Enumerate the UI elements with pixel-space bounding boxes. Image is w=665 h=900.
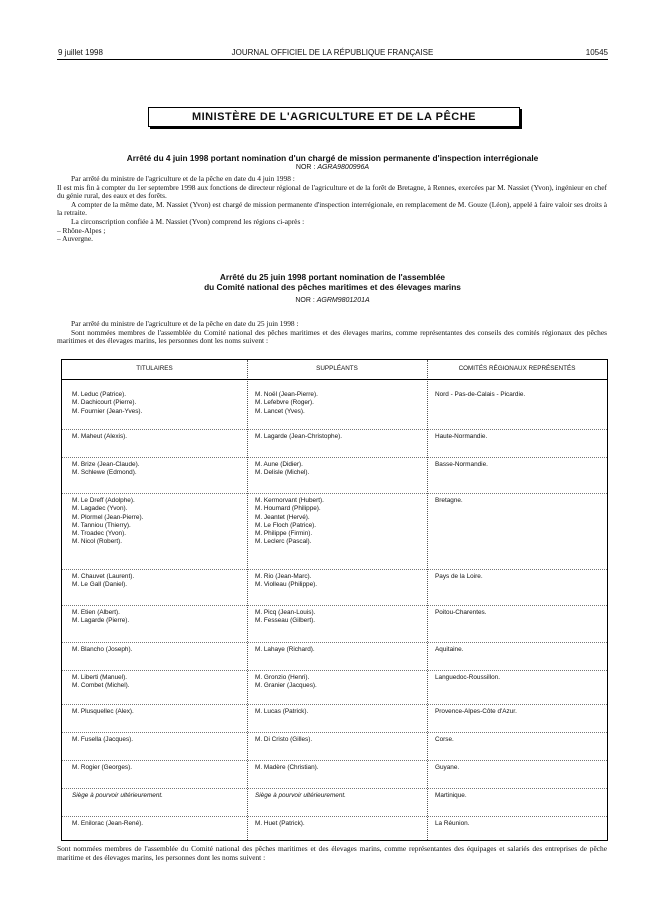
suppleant-name: M. Leclerc (Pascal).: [255, 538, 312, 546]
suppleant-name: M. Houmard (Philippe).: [255, 505, 321, 513]
arrete2-body: [57, 320, 607, 346]
suppleant-name: M. Lucas (Patrick).: [255, 708, 309, 715]
suppleants-cell: [255, 573, 423, 590]
row-separator: [62, 457, 607, 458]
comite-cell: [435, 708, 603, 716]
suppleants-cell: [255, 764, 423, 772]
titulaire-name: M. Liberti (Manuel).: [72, 674, 128, 681]
suppleants-cell: [255, 674, 423, 691]
suppleant-name: M. Philippe (Firmin).: [255, 530, 313, 538]
row-separator: [62, 670, 607, 671]
arrete1-paragraph: Il est mis fin à compter du 1er septembre 1998 aux fonctions de directeur régional de l'agriculture et de la forêt de Bretagne, à Rennes, exercées par M. Nassiet (Yvon), ingénieur en chef du génie rural, des eaux et des forêts.: [57, 182, 607, 201]
titulaire-name: M. Blancho (Joseph).: [72, 646, 133, 653]
arrete1-paragraph: Par arrêté du ministre de l'agriculture et de la pêche en date du 4 juin 1998 :: [71, 174, 295, 183]
titulaire-name: M. Combet (Michel).: [72, 682, 130, 690]
comite-name: Provence-Alpes-Côte d'Azur.: [435, 708, 517, 715]
suppleant-name: M. Madère (Christian).: [255, 764, 319, 771]
row-separator: [62, 704, 607, 705]
arrete2-paragraph: Par arrêté du ministre de l'agriculture et de la pêche en date du 25 juin 1998 :: [71, 319, 299, 328]
titulaire-name: M. Le Dreff (Adolphe).: [72, 497, 135, 504]
titulaires-cell: [72, 391, 242, 416]
titulaires-cell: [72, 573, 242, 590]
comite-name: Nord - Pas-de-Calais - Picardie.: [435, 391, 526, 398]
titulaire-name: M. Maheut (Alexis).: [72, 433, 128, 440]
row-separator: [62, 788, 607, 789]
comite-cell: [435, 573, 603, 581]
arrete2-title-line1: Arrêté du 25 juin 1998 portant nomination de l'assemblée: [219, 272, 446, 282]
arrete2-nor-code: AGRM9801201A: [316, 297, 370, 304]
comite-name: Poitou-Charentes.: [435, 609, 487, 616]
suppleant-name: M. Jeantet (Hervé).: [255, 513, 310, 521]
column-separator: [427, 360, 428, 840]
comite-name: Corse.: [435, 736, 454, 743]
titulaires-cell: [72, 674, 242, 691]
titulaires-cell: [72, 461, 242, 478]
suppleants-cell: [255, 433, 423, 441]
arrete2-nor: [57, 297, 608, 304]
region-item: – Auvergne.: [57, 234, 93, 244]
header-date: 9 juillet 1998: [58, 48, 103, 57]
suppleant-name: M. Violleau (Philippe).: [255, 581, 318, 589]
suppleant-name: M. Delisle (Michel).: [255, 469, 310, 477]
suppleant-name: M. Lefebvre (Roger).: [255, 399, 314, 407]
titulaires-cell: [72, 764, 242, 772]
comite-name: Basse-Normandie.: [435, 461, 488, 468]
header-page-number: 10545: [585, 48, 608, 57]
column-separator: [247, 360, 248, 840]
comite-cell: [435, 497, 603, 505]
suppleants-cell: [255, 736, 423, 744]
comite-cell: [435, 433, 603, 441]
titulaire-name: M. Fournier (Jean-Yves).: [72, 407, 143, 415]
titulaire-name: M. Etien (Albert).: [72, 609, 120, 616]
comite-name: Languedoc-Roussillon.: [435, 674, 501, 681]
titulaires-cell: [72, 736, 242, 744]
row-separator: [62, 816, 607, 817]
arrete1-nor: [57, 164, 608, 171]
comite-cell: [435, 646, 603, 654]
arrete2-nor-label: NOR :: [295, 297, 315, 304]
titulaire-name: M. Le Gall (Daniel).: [72, 581, 128, 589]
suppleants-cell: [255, 646, 423, 654]
titulaire-name: M. Tanniou (Thierry).: [72, 521, 131, 529]
arrete1-paragraph: La circonscription confiée à M. Nassiet (Yvon) comprend les régions ci-après :: [71, 216, 305, 226]
header-titulaires: TITULAIRES: [136, 365, 173, 372]
row-separator: [62, 569, 607, 570]
comite-name: Bretagne.: [435, 497, 463, 504]
ministry-title: MINISTÈRE DE L'AGRICULTURE ET DE LA PÊCHE: [148, 107, 520, 127]
comite-name: Guyane.: [435, 764, 460, 771]
titulaires-cell: [72, 792, 242, 800]
titulaire-name: M. Rogier (Georges).: [72, 764, 133, 771]
row-separator: [62, 760, 607, 761]
suppleant-name: M. Lancet (Yves).: [255, 407, 305, 415]
suppleants-cell: [255, 708, 423, 716]
titulaires-cell: [72, 820, 242, 828]
titulaire-name: M. Schlewe (Edmond).: [72, 469, 137, 477]
arrete1-title: Arrêté du 4 juin 1998 portant nomination d'un chargé de mission permanente d'inspection interrégionale: [126, 153, 539, 163]
arrete1-nor-code: AGRA9800996A: [317, 164, 370, 171]
suppleant-name: M. Le Floch (Patrice).: [255, 521, 317, 529]
suppleant-name: M. Fesseau (Gilbert).: [255, 617, 316, 625]
arrete1-nor-label: NOR :: [295, 164, 316, 171]
titulaire-name: M. Lagadec (Yvon).: [72, 505, 128, 513]
titulaire-name: Siège à pourvoir ultérieurement.: [72, 792, 163, 799]
titulaire-name: M. Dachicourt (Pierre).: [72, 399, 137, 407]
suppleant-name: M. Granier (Jacques).: [255, 682, 317, 690]
titulaires-cell: [72, 646, 242, 654]
titulaire-name: M. Troadec (Yvon).: [72, 530, 126, 538]
suppleant-name: M. Rio (Jean-Marc).: [255, 573, 312, 580]
titulaire-name: M. Nicol (Robert).: [72, 538, 123, 546]
suppleants-cell: [255, 792, 423, 800]
suppleant-name: M. Di Cristo (Gilles).: [255, 736, 313, 743]
suppleant-name: M. Noël (Jean-Pierre).: [255, 391, 318, 398]
suppleant-name: M. Lahaye (Richard).: [255, 646, 315, 653]
row-separator: [62, 493, 607, 494]
comite-name: Aquitaine.: [435, 646, 464, 653]
nominations-table: [61, 359, 608, 841]
header-comites: COMITÉS RÉGIONAUX REPRÉSENTÉS: [458, 365, 576, 372]
row-separator: [62, 642, 607, 643]
suppleants-cell: [255, 391, 423, 416]
arrete2-title-line2: du Comité national des pêches maritimes et des élevages marins: [204, 282, 461, 292]
arrete1-paragraph: A compter de la même date, M. Nassiet (Yvon) est chargé de mission permanente d'inspection interrégionale, en remplacement de M. Gouze (Léon), appelé à faire valoir ses droits à la retraite.: [57, 199, 607, 218]
comite-cell: [435, 820, 603, 828]
titulaire-name: M. Plormel (Jean-Pierre).: [72, 513, 144, 521]
suppleant-name: M. Kermorvant (Hubert).: [255, 497, 324, 504]
titulaires-cell: [72, 609, 242, 626]
comite-name: La Réunion.: [435, 820, 470, 827]
arrete2-paragraph: Sont nommées membres de l'assemblée du Comité national des pêches maritimes et des élevages marins, comme représentantes des conseils des comités régionaux des pêches maritimes et des élevages marins, les personnes dont les noms suivent :: [57, 327, 607, 346]
header-rule: [57, 59, 608, 60]
comite-cell: [435, 792, 603, 800]
titulaires-cell: [72, 433, 242, 441]
row-separator: [62, 605, 607, 606]
suppleants-cell: [255, 497, 423, 547]
suppleants-cell: [255, 820, 423, 828]
suppleant-name: M. Huet (Patrick).: [255, 820, 305, 827]
titulaires-cell: [72, 497, 242, 547]
suppleant-name: M. Lagarde (Jean-Christophe).: [255, 433, 343, 440]
comite-cell: [435, 764, 603, 772]
footer-paragraph: Sont nommées membres de l'assemblée du Comité national des pêches maritimes et des élevages marins, comme représentantes des équipages et salariés des entreprises de pêche maritime et des élevages marins, les personnes dont les noms suivent :: [57, 844, 607, 862]
header-suppleants: SUPPLÉANTS: [316, 365, 358, 372]
arrete2-title: [57, 272, 608, 292]
titulaire-name: M. Leduc (Patrice).: [72, 391, 126, 398]
comite-cell: [435, 674, 603, 682]
row-separator: [62, 429, 607, 430]
titulaire-name: M. Plusquellec (Alex).: [72, 708, 134, 715]
titulaire-name: M. Lagarde (Pierre).: [72, 617, 130, 625]
suppleant-name: M. Gronzio (Henri).: [255, 674, 310, 681]
titulaire-name: M. Fusella (Jacques).: [72, 736, 134, 743]
region-item: – Rhône-Alpes ;: [57, 225, 106, 235]
table-header-rule: [62, 379, 607, 380]
titulaire-name: M. Enilorac (Jean-René).: [72, 820, 144, 827]
comite-cell: [435, 391, 603, 399]
suppleant-name: Siège à pourvoir ultérieurement.: [255, 792, 346, 799]
comite-name: Martinique.: [435, 792, 467, 799]
titulaire-name: M. Chauvet (Laurent).: [72, 573, 135, 580]
comite-cell: [435, 736, 603, 744]
suppleant-name: M. Aune (Didier).: [255, 461, 303, 468]
row-separator: [62, 732, 607, 733]
titulaire-name: M. Brize (Jean-Claude).: [72, 461, 140, 468]
comite-cell: [435, 461, 603, 469]
comite-cell: [435, 609, 603, 617]
comite-name: Haute-Normandie.: [435, 433, 488, 440]
suppleants-cell: [255, 609, 423, 626]
suppleant-name: M. Picq (Jean-Louis).: [255, 609, 316, 616]
header-journal-title: JOURNAL OFFICIEL DE LA RÉPUBLIQUE FRANÇAISE: [231, 48, 434, 57]
suppleants-cell: [255, 461, 423, 478]
titulaires-cell: [72, 708, 242, 716]
comite-name: Pays de la Loire.: [435, 573, 483, 580]
arrete1-body: [57, 175, 607, 244]
